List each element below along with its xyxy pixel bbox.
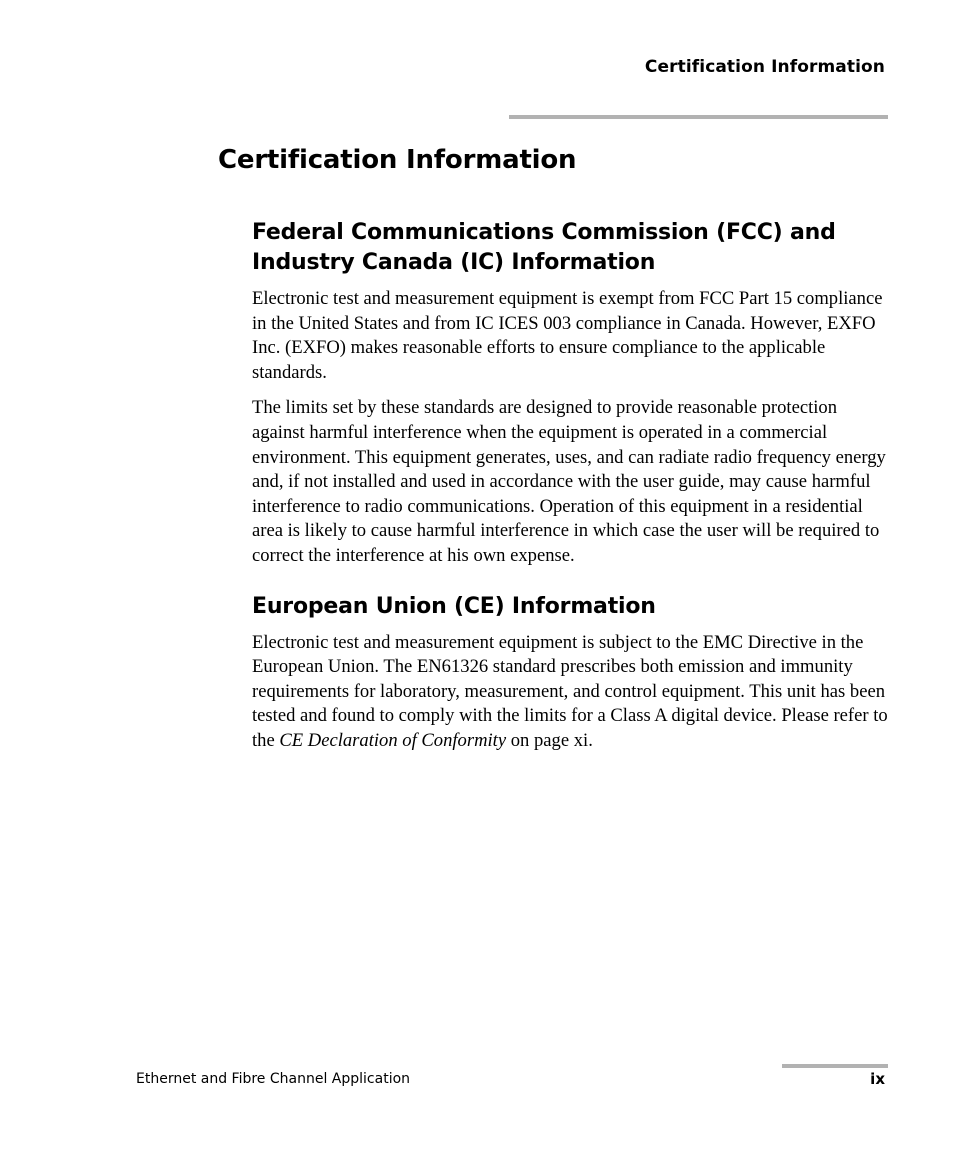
main-content — [252, 218, 888, 754]
fcc-paragraph-1: Electronic test and measurement equipment is exempt from FCC Part 15 compliance in the United States and from IC ICES 003 compliance in Canada. However, EXFO Inc. (EXFO) makes reasonable efforts to ensure compliance to the applicable standards. — [252, 288, 883, 383]
ce-paragraph-page-ref: on page xi. — [506, 729, 593, 751]
running-header: Certification Information — [644, 57, 885, 77]
footer-rule — [782, 1064, 888, 1068]
footer-document-title: Ethernet and Fibre Channel Application — [136, 1071, 411, 1087]
page-number: ix — [870, 1070, 885, 1088]
ce-paragraph-text: Electronic test and measurement equipment is subject to the EMC Directive in the European Union. The EN61326 standard prescribes both emission and immunity requirements for laboratory, measurement, and control equipment. This unit has been tested and found to comply with the limits for a Class A digital device. Please refer to the — [252, 631, 888, 751]
fcc-section-heading: Federal Communications Commission (FCC) and Industry Canada (IC) Information — [252, 220, 836, 275]
ce-declaration-reference: CE Declaration of Conformity — [279, 729, 507, 751]
page-title: Certification Information — [218, 145, 577, 175]
header-rule — [509, 115, 888, 119]
ce-paragraph — [252, 631, 888, 754]
ce-section-heading: European Union (CE) Information — [252, 593, 656, 619]
fcc-paragraph-2: The limits set by these standards are designed to provide reasonable protection against harmful interference when the equipment is operated in a commercial environment. This equipment generates, uses, and can radiate radio frequency energy and, if not installed and used in accordance with the user guide, may cause harmful interference to radio communications. Operation of this equipment in a residential area is likely to cause harmful interference in which case the user will be required to correct the interference at his own expense. — [252, 397, 886, 566]
